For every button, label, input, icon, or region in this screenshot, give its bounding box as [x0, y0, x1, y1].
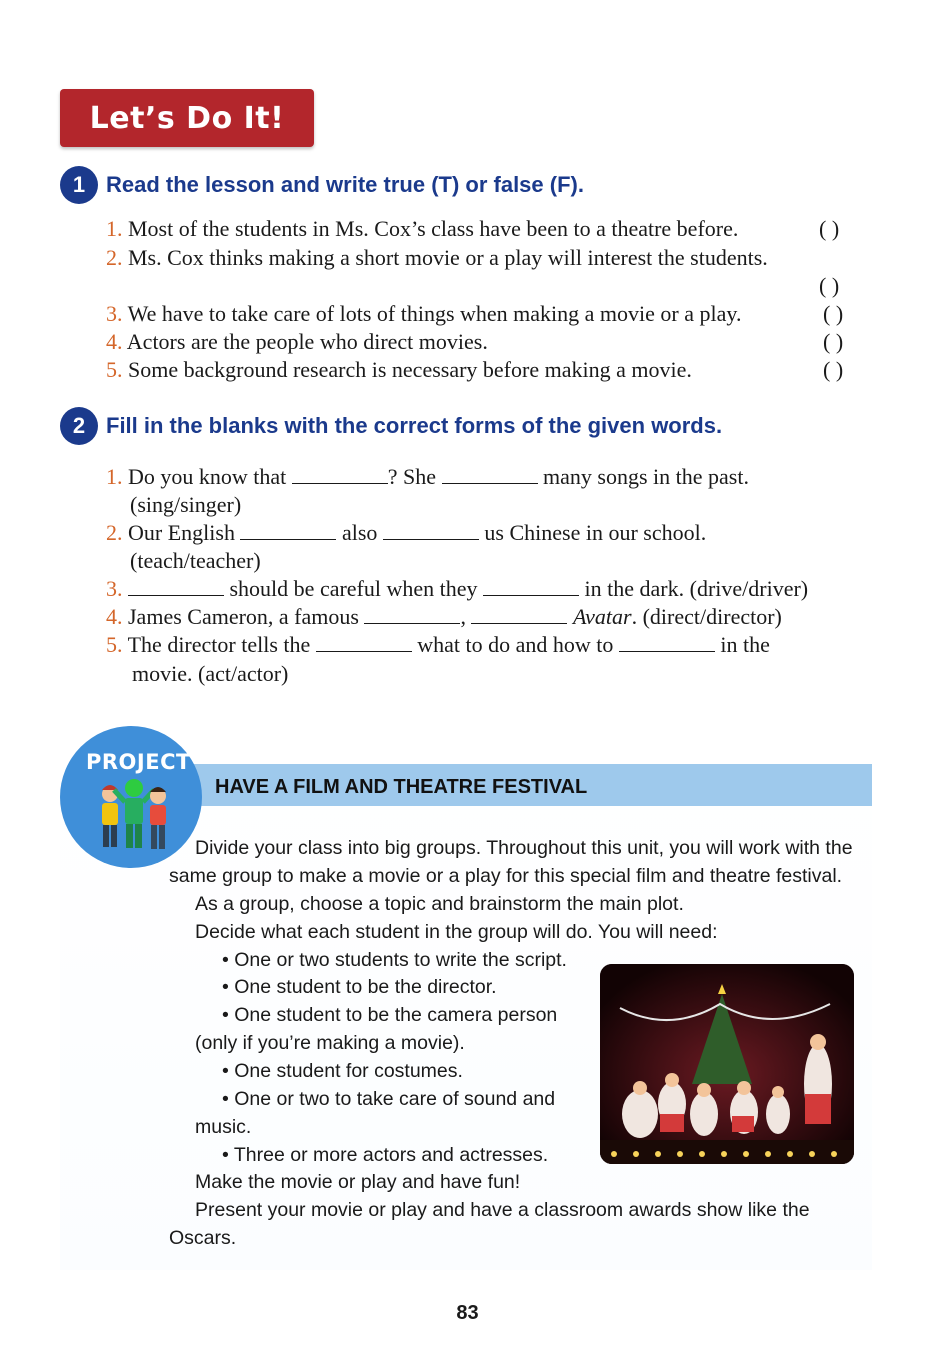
item-number: 3.	[106, 301, 123, 326]
ex1-item-3	[106, 300, 741, 328]
answer-parentheses[interactable]: ( )	[819, 273, 840, 298]
item-text: Our English	[128, 520, 241, 545]
ex2-item-4	[106, 603, 782, 631]
item-number: 3.	[106, 576, 123, 601]
item-text: Most of the students in Ms. Cox’s class have been to a theatre before.	[128, 216, 739, 241]
project-text-line: As a group, choose a topic and brainstorm the main plot.	[195, 893, 684, 915]
project-bullet: • One or two students to write the script.	[222, 949, 567, 971]
ex2-item-3	[106, 575, 808, 603]
ex1-item-2	[106, 244, 768, 272]
item-text: ,	[460, 604, 472, 629]
item-text: Actors are the people who direct movies.	[126, 329, 488, 354]
ex1-item-1	[106, 215, 738, 243]
project-bullet: • One student to be the director.	[222, 976, 497, 998]
answer-parentheses[interactable]: ( )	[819, 216, 840, 241]
answer-parentheses[interactable]: ( )	[823, 301, 844, 326]
project-text-line: Decide what each student in the group will do. You will need:	[195, 921, 718, 943]
item-number: 5.	[106, 357, 123, 382]
project-text-line: Oscars.	[169, 1227, 237, 1249]
project-bullet: • One student for costumes.	[222, 1060, 463, 1082]
project-bullet: • Three or more actors and actresses.	[222, 1144, 549, 1166]
exercise-2-number: 2	[60, 407, 98, 445]
blank-field[interactable]	[240, 519, 336, 540]
ex2-item-2-hint: (teach/teacher)	[130, 548, 261, 573]
item-text: James Cameron, a famous	[128, 604, 365, 629]
stage-scene-icon	[600, 964, 854, 1164]
item-text: what to do and how to	[411, 632, 619, 657]
theatre-stage-photo	[600, 964, 854, 1164]
banner-title: Let’s Do It!	[89, 100, 285, 136]
project-text-line: music.	[195, 1116, 252, 1138]
item-number: 2.	[106, 245, 123, 270]
blank-field[interactable]	[619, 631, 715, 652]
project-label: PROJECT	[86, 750, 191, 774]
ex2-item-2	[106, 519, 706, 547]
ex2-item-1	[106, 463, 749, 491]
exercise-1-number: 1	[60, 166, 98, 204]
children-illustration-icon	[96, 776, 172, 858]
item-text: We have to take care of lots of things when making a movie or a play.	[127, 301, 742, 326]
project-text-line: Divide your class into big groups. Throughout this unit, you will work with the	[195, 837, 853, 859]
item-text: The director tells the	[127, 632, 316, 657]
blank-field[interactable]	[383, 519, 479, 540]
blank-field[interactable]	[442, 463, 538, 484]
ex2-item-5-hint: movie. (act/actor)	[132, 661, 289, 686]
project-text-line: (only if you’re making a movie).	[195, 1032, 465, 1054]
blank-field[interactable]	[128, 575, 224, 596]
item-number: 4.	[106, 329, 123, 354]
project-text-line: Present your movie or play and have a classroom awards show like the	[195, 1199, 810, 1221]
item-text: ? She	[387, 464, 442, 489]
ex2-item-1-hint: (sing/singer)	[130, 492, 242, 517]
item-number: 5.	[106, 632, 123, 657]
item-number: 4.	[106, 604, 123, 629]
answer-parentheses[interactable]: ( )	[823, 357, 844, 382]
blank-field[interactable]	[364, 603, 460, 624]
project-text-line: same group to make a movie or a play for this special film and theatre festival.	[169, 865, 843, 887]
item-text: in the dark. (drive/driver)	[579, 576, 809, 601]
ex1-item-5	[106, 356, 692, 384]
item-text: . (direct/director)	[631, 604, 782, 629]
lets-do-it-banner	[60, 89, 314, 147]
blank-field[interactable]	[316, 631, 412, 652]
item-number: 1.	[106, 464, 123, 489]
project-text-line: Make the movie or play and have fun!	[195, 1171, 521, 1193]
exercise-1-heading	[60, 166, 584, 204]
blank-field[interactable]	[292, 463, 388, 484]
item-text: also	[336, 520, 383, 545]
item-text: many songs in the past.	[537, 464, 749, 489]
project-title: HAVE A FILM AND THEATRE FESTIVAL	[215, 776, 588, 798]
exercise-2-heading	[60, 407, 722, 445]
exercise-2-title: Fill in the blanks with the correct forms of the given words.	[106, 413, 723, 438]
item-text: in the	[714, 632, 770, 657]
item-text: should be careful when they	[224, 576, 484, 601]
project-bullet: • One student to be the camera person	[222, 1004, 558, 1026]
page-number: 83	[456, 1302, 479, 1324]
ex2-item-5	[106, 631, 770, 659]
item-number: 1.	[106, 216, 123, 241]
ex1-item-4	[106, 328, 488, 356]
movie-title: Avatar	[572, 604, 632, 629]
blank-field[interactable]	[471, 603, 567, 624]
blank-field[interactable]	[483, 575, 579, 596]
item-text: Ms. Cox thinks making a short movie or a play will interest the students.	[128, 245, 768, 270]
item-text: Do you know that	[128, 464, 292, 489]
project-bullet: • One or two to take care of sound and	[222, 1088, 556, 1110]
item-text: Some background research is necessary before making a movie.	[128, 357, 692, 382]
exercise-1-title: Read the lesson and write true (T) or false (F).	[106, 172, 584, 197]
item-text: us Chinese in our school.	[478, 520, 707, 545]
answer-parentheses[interactable]: ( )	[823, 329, 844, 354]
item-number: 2.	[106, 520, 123, 545]
